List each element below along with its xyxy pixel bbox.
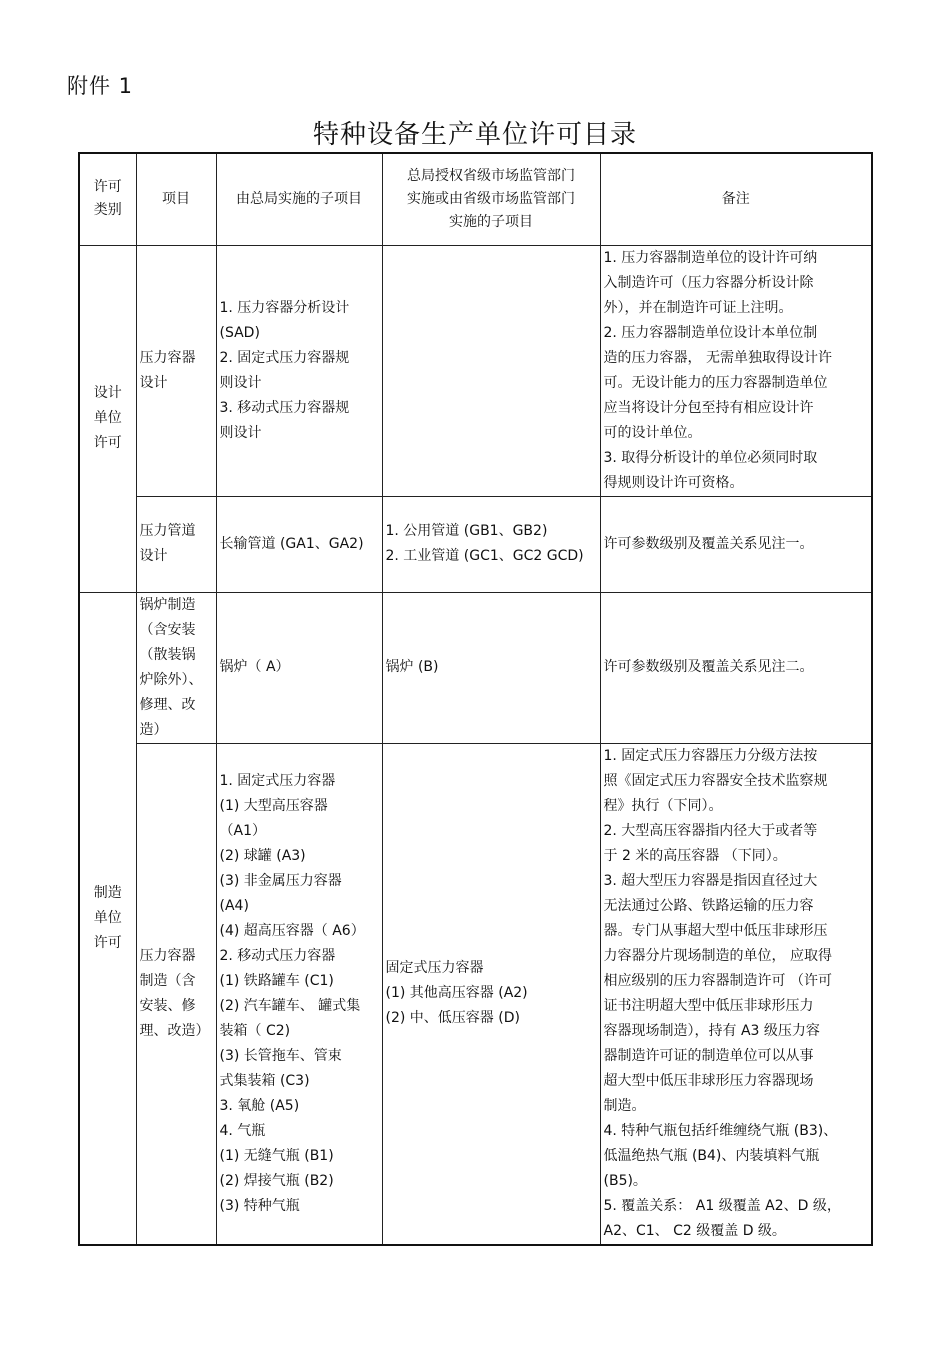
item-cell: 压力容器 制造（含 安装、修 理、改造） bbox=[136, 743, 216, 1245]
category-cell: 制造 单位 许可 bbox=[79, 592, 136, 1245]
attachment-label: 附件 1 bbox=[67, 74, 134, 98]
provincial-subitem-cell: 锅炉 (B) bbox=[382, 592, 600, 743]
hq-subitem-cell: 长输管道 (GA1、GA2) bbox=[216, 496, 382, 592]
table-row bbox=[79, 592, 872, 743]
header-provincial-subitems: 总局授权省级市场监管部门 实施或由省级市场监管部门 实施的子项目 bbox=[382, 153, 600, 245]
provincial-subitem-cell: 固定式压力容器 (1) 其他高压容器 (A2) (2) 中、低压容器 (D) bbox=[382, 743, 600, 1245]
notes-cell: 1. 压力容器制造单位的设计许可纳 入制造许可（压力容器分析设计除 外），并在制造许可证上注明。 2. 压力容器制造单位设计本单位制 造的压力容器， 无需单独取得设计许 可。无设计能力的压力容器制造单位 应当将设计分包至持有相应设计许 可的设计单位。 3. 取得分析设计的单位必须同时取 得规则设计许可资格。 bbox=[600, 245, 872, 496]
header-category: 许可 类别 bbox=[79, 153, 136, 245]
table-row bbox=[79, 743, 872, 1245]
table-header-row bbox=[79, 153, 872, 245]
hq-subitem-cell: 锅炉（ A） bbox=[216, 592, 382, 743]
item-cell: 锅炉制造 （含安装 （散装锅 炉除外）、 修理、改 造） bbox=[136, 592, 216, 743]
notes-cell: 1. 固定式压力容器压力分级方法按 照《固定式压力容器安全技术监察规 程》执行（下同）。 2. 大型高压容器指内径大于或者等 于 2 米的高压容器 （下同）。 3. 超大型压力容器是指因直径过大 无法通过公路、铁路运输的压力容 器。专门从事超大型中低压非球形压 力容器分片现场制造的单位， 应取得 相应级别的压力容器制造许可 （许可 证书注明超大型中低压非球形压力 容器现场制造），持有 A3 级压力容 器制造许可证的制造单位可以从事 超大型中低压非球形压力容器现场 制造。 4. 特种气瓶包括纤维缠绕气瓶 (B3)、 低温绝热气瓶 (B4)、内装填料气瓶 (B5)。 5. 覆盖关系： A1 级覆盖 A2、D 级， A2、C1、 C2 级覆盖 D 级。 bbox=[600, 743, 872, 1245]
item-cell: 压力管道 设计 bbox=[136, 496, 216, 592]
hq-subitem-cell: 1. 固定式压力容器 (1) 大型高压容器 （A1） (2) 球罐 (A3) (3) 非金属压力容器 (A4) (4) 超高压容器（ A6） 2. 移动式压力容器 (1) 铁路罐车 (C1) (2) 汽车罐车、 罐式集 装箱（ C2) (3) 长管拖车、管束 式集装箱 (C3) 3. 氧舱 (A5) 4. 气瓶 (1) 无缝气瓶 (B1) (2) 焊接气瓶 (B2) (3) 特种气瓶 bbox=[216, 743, 382, 1245]
header-hq-subitems: 由总局实施的子项目 bbox=[216, 153, 382, 245]
provincial-subitem-cell bbox=[382, 245, 600, 496]
provincial-subitem-cell: 1. 公用管道 (GB1、GB2) 2. 工业管道 (GC1、GC2 GCD) bbox=[382, 496, 600, 592]
license-table bbox=[78, 152, 873, 1246]
header-item: 项目 bbox=[136, 153, 216, 245]
notes-cell: 许可参数级别及覆盖关系见注一。 bbox=[600, 496, 872, 592]
category-cell: 设计 单位 许可 bbox=[79, 245, 136, 592]
page-title: 特种设备生产单位许可目录 bbox=[312, 120, 637, 150]
notes-cell: 许可参数级别及覆盖关系见注二。 bbox=[600, 592, 872, 743]
header-notes: 备注 bbox=[600, 153, 872, 245]
item-cell: 压力容器 设计 bbox=[136, 245, 216, 496]
hq-subitem-cell: 1. 压力容器分析设计 (SAD) 2. 固定式压力容器规 则设计 3. 移动式压力容器规 则设计 bbox=[216, 245, 382, 496]
table-row bbox=[79, 245, 872, 496]
table-row bbox=[79, 496, 872, 592]
